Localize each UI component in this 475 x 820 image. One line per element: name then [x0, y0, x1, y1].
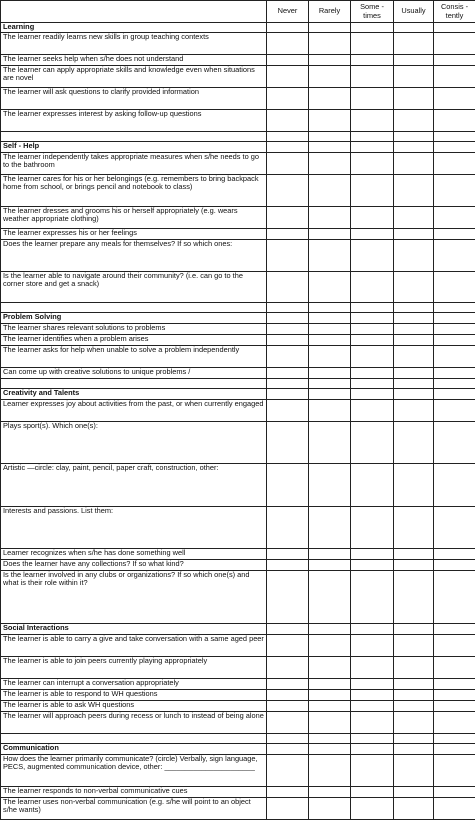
rating-cell[interactable] — [351, 110, 394, 132]
rating-cell[interactable] — [434, 549, 475, 560]
rating-cell — [351, 379, 394, 389]
header-row — [1, 1, 475, 23]
rating-cell[interactable] — [309, 272, 351, 303]
rating-cell[interactable] — [434, 368, 475, 379]
rating-cell[interactable] — [309, 657, 351, 679]
rating-cell[interactable] — [267, 701, 309, 712]
spacer-row — [1, 734, 475, 744]
question-row — [1, 229, 475, 240]
question-text: The learner is able to ask WH questions — [1, 701, 267, 712]
rating-cell — [267, 379, 309, 389]
rating-cell[interactable] — [267, 755, 309, 787]
rating-cell[interactable] — [394, 324, 434, 335]
rating-cell[interactable] — [394, 635, 434, 657]
rating-cell[interactable] — [434, 33, 475, 55]
rating-cell[interactable] — [394, 153, 434, 175]
rating-cell[interactable] — [351, 368, 394, 379]
question-row — [1, 560, 475, 571]
rating-cell — [434, 744, 475, 755]
question-row — [1, 240, 475, 272]
rating-cell[interactable] — [267, 787, 309, 798]
rating-cell[interactable] — [309, 153, 351, 175]
rating-cell — [267, 23, 309, 33]
rating-cell[interactable] — [394, 787, 434, 798]
section-row — [1, 313, 475, 324]
rating-cell[interactable] — [309, 787, 351, 798]
rating-cell[interactable] — [309, 33, 351, 55]
rating-cell — [434, 313, 475, 324]
rating-cell[interactable] — [434, 690, 475, 701]
question-text: How does the learner primarily communicate? (circle) Verbally, sign language, PECS, augmented communication device, other: ______________________ — [1, 755, 267, 787]
rating-cell[interactable] — [309, 690, 351, 701]
rating-cell[interactable] — [351, 422, 394, 464]
rating-cell — [309, 744, 351, 755]
rating-cell — [394, 132, 434, 142]
rating-cell — [309, 132, 351, 142]
question-row — [1, 400, 475, 422]
rating-cell[interactable] — [351, 571, 394, 624]
rating-cell[interactable] — [309, 635, 351, 657]
question-text: The learner uses non-verbal communication (e.g. s/he will point to an object s/he wants) — [1, 798, 267, 820]
spacer-row — [1, 132, 475, 142]
rating-cell[interactable] — [434, 346, 475, 368]
rating-cell[interactable] — [309, 549, 351, 560]
question-row — [1, 66, 475, 88]
question-text: Artistic —circle: clay, paint, pencil, paper craft, construction, other: — [1, 464, 267, 507]
rating-cell[interactable] — [394, 240, 434, 272]
rating-cell[interactable] — [267, 400, 309, 422]
rating-cell[interactable] — [434, 507, 475, 549]
rating-cell[interactable] — [434, 229, 475, 240]
rating-cell[interactable] — [434, 110, 475, 132]
question-text: The learner expresses interest by asking follow-up questions — [1, 110, 267, 132]
rating-cell[interactable] — [394, 657, 434, 679]
rating-cell — [434, 389, 475, 400]
rating-cell[interactable] — [267, 33, 309, 55]
question-text: The learner cares for his or her belongings (e.g. remembers to bring backpack home from school, or brings pencil and notebook to class) — [1, 175, 267, 207]
rating-cell — [351, 142, 394, 153]
question-text: Plays sport(s). Which one(s): — [1, 422, 267, 464]
rating-cell[interactable] — [394, 368, 434, 379]
rating-cell[interactable] — [394, 712, 434, 734]
rating-cell[interactable] — [351, 55, 394, 66]
section-row — [1, 389, 475, 400]
rating-cell[interactable] — [309, 55, 351, 66]
question-row — [1, 207, 475, 229]
question-text: The learner independently takes appropriate measures when s/he needs to go to the bathroom — [1, 153, 267, 175]
rating-cell[interactable] — [351, 335, 394, 346]
rating-cell — [434, 303, 475, 313]
rating-cell[interactable] — [394, 229, 434, 240]
question-row — [1, 324, 475, 335]
rating-cell — [309, 734, 351, 744]
question-text: The learner identifies when a problem arises — [1, 335, 267, 346]
rating-cell — [309, 379, 351, 389]
rating-cell — [434, 734, 475, 744]
rating-cell[interactable] — [394, 55, 434, 66]
column-header: Consis - tently — [434, 1, 475, 23]
rating-cell — [434, 23, 475, 33]
rating-cell[interactable] — [309, 701, 351, 712]
rating-cell[interactable] — [309, 422, 351, 464]
rating-cell[interactable] — [309, 712, 351, 734]
rating-cell[interactable] — [394, 507, 434, 549]
rating-cell[interactable] — [267, 657, 309, 679]
rating-cell[interactable] — [394, 422, 434, 464]
question-row — [1, 690, 475, 701]
rating-cell — [267, 142, 309, 153]
question-text: Does the learner have any collections? If so what kind? — [1, 560, 267, 571]
rating-cell[interactable] — [267, 798, 309, 820]
section-row — [1, 23, 475, 33]
section-title: Problem Solving — [1, 313, 267, 324]
rating-cell[interactable] — [394, 175, 434, 207]
rating-cell — [351, 132, 394, 142]
question-text: Is the learner involved in any clubs or organizations? If so which one(s) and what is their role within it? — [1, 571, 267, 624]
rating-cell[interactable] — [434, 422, 475, 464]
rating-cell — [394, 313, 434, 324]
rating-cell — [309, 389, 351, 400]
rating-cell[interactable] — [394, 33, 434, 55]
rating-cell[interactable] — [434, 657, 475, 679]
rating-cell — [434, 132, 475, 142]
question-row — [1, 798, 475, 820]
rating-cell[interactable] — [309, 175, 351, 207]
question-text: Does the learner prepare any meals for themselves? If so which ones: — [1, 240, 267, 272]
rating-cell[interactable] — [309, 464, 351, 507]
question-row — [1, 346, 475, 368]
question-text: The learner shares relevant solutions to problems — [1, 324, 267, 335]
section-row — [1, 744, 475, 755]
rating-cell[interactable] — [309, 324, 351, 335]
rating-cell[interactable] — [351, 701, 394, 712]
rating-cell[interactable] — [434, 272, 475, 303]
rating-cell[interactable] — [434, 324, 475, 335]
rating-cell[interactable] — [394, 272, 434, 303]
rating-cell[interactable] — [309, 400, 351, 422]
rating-cell[interactable] — [267, 335, 309, 346]
rating-cell[interactable] — [394, 335, 434, 346]
rating-cell — [309, 303, 351, 313]
rating-cell — [267, 132, 309, 142]
question-text: The learner is able to join peers currently playing appropriately — [1, 657, 267, 679]
rating-cell[interactable] — [351, 66, 394, 88]
rating-cell[interactable] — [434, 798, 475, 820]
rating-cell — [309, 624, 351, 635]
rating-cell[interactable] — [434, 560, 475, 571]
rating-cell[interactable] — [394, 701, 434, 712]
rating-cell[interactable] — [394, 88, 434, 110]
rating-cell — [394, 142, 434, 153]
rating-cell — [351, 313, 394, 324]
question-text — [1, 379, 267, 389]
question-row — [1, 175, 475, 207]
rating-cell[interactable] — [394, 755, 434, 787]
question-row — [1, 657, 475, 679]
column-header: Usually — [394, 1, 434, 23]
rating-cell[interactable] — [351, 755, 394, 787]
rating-cell[interactable] — [434, 755, 475, 787]
rating-cell — [394, 744, 434, 755]
rating-cell[interactable] — [394, 207, 434, 229]
rating-cell[interactable] — [434, 153, 475, 175]
rating-cell[interactable] — [351, 507, 394, 549]
rating-cell — [351, 734, 394, 744]
rating-cell[interactable] — [394, 346, 434, 368]
question-text — [1, 734, 267, 744]
question-text: Learner recognizes when s/he has done something well — [1, 549, 267, 560]
rating-cell[interactable] — [267, 229, 309, 240]
rating-cell[interactable] — [351, 33, 394, 55]
rating-cell — [434, 379, 475, 389]
rating-cell[interactable] — [267, 66, 309, 88]
column-header: Some - times — [351, 1, 394, 23]
question-row — [1, 755, 475, 787]
rating-cell[interactable] — [309, 207, 351, 229]
rating-cell — [351, 389, 394, 400]
question-row — [1, 272, 475, 303]
rating-cell — [351, 303, 394, 313]
rating-cell[interactable] — [267, 422, 309, 464]
question-row — [1, 55, 475, 66]
rating-cell[interactable] — [309, 571, 351, 624]
rating-cell[interactable] — [434, 400, 475, 422]
rating-cell[interactable] — [267, 272, 309, 303]
rating-cell[interactable] — [267, 464, 309, 507]
section-title: Communication — [1, 744, 267, 755]
spacer-row — [1, 303, 475, 313]
question-row — [1, 787, 475, 798]
rating-cell[interactable] — [394, 690, 434, 701]
rating-cell[interactable] — [309, 368, 351, 379]
rating-cell[interactable] — [267, 324, 309, 335]
question-text: The learner will ask questions to clarify provided information — [1, 88, 267, 110]
rating-cell[interactable] — [351, 464, 394, 507]
rating-cell — [267, 624, 309, 635]
rating-cell[interactable] — [351, 88, 394, 110]
rating-cell[interactable] — [351, 787, 394, 798]
section-title: Social Interactions — [1, 624, 267, 635]
rating-cell[interactable] — [267, 207, 309, 229]
rating-cell[interactable] — [351, 240, 394, 272]
rating-cell[interactable] — [434, 88, 475, 110]
question-text: The learner can apply appropriate skills and knowledge even when situations are novel — [1, 66, 267, 88]
rating-cell[interactable] — [309, 507, 351, 549]
rating-cell[interactable] — [267, 368, 309, 379]
rating-cell — [394, 303, 434, 313]
question-row — [1, 635, 475, 657]
rating-cell[interactable] — [309, 110, 351, 132]
rating-cell[interactable] — [267, 110, 309, 132]
spacer-row — [1, 379, 475, 389]
rating-cell — [267, 313, 309, 324]
rating-cell[interactable] — [309, 755, 351, 787]
rating-cell[interactable] — [351, 560, 394, 571]
rating-cell[interactable] — [267, 712, 309, 734]
rating-cell[interactable] — [351, 324, 394, 335]
question-text — [1, 132, 267, 142]
rating-cell — [394, 379, 434, 389]
question-text: Learner expresses joy about activities from the past, or when currently engaged — [1, 400, 267, 422]
rating-cell[interactable] — [267, 153, 309, 175]
rating-cell[interactable] — [267, 346, 309, 368]
rating-cell[interactable] — [434, 787, 475, 798]
question-text: Can come up with creative solutions to unique problems / — [1, 368, 267, 379]
rating-cell[interactable] — [351, 175, 394, 207]
rating-cell[interactable] — [351, 798, 394, 820]
rating-cell[interactable] — [434, 701, 475, 712]
rating-cell — [267, 744, 309, 755]
rating-cell[interactable] — [351, 272, 394, 303]
rating-cell — [309, 23, 351, 33]
rating-cell[interactable] — [351, 679, 394, 690]
rating-cell — [434, 624, 475, 635]
rating-cell[interactable] — [267, 175, 309, 207]
section-row — [1, 624, 475, 635]
question-row — [1, 368, 475, 379]
rating-cell[interactable] — [267, 549, 309, 560]
question-text: The learner readily learns new skills in group teaching contexts — [1, 33, 267, 55]
question-text: The learner can interrupt a conversation appropriately — [1, 679, 267, 690]
rating-cell — [394, 23, 434, 33]
question-row — [1, 422, 475, 464]
rating-cell[interactable] — [394, 549, 434, 560]
rating-cell[interactable] — [434, 207, 475, 229]
question-text: The learner is able to carry a give and take conversation with a same aged peer — [1, 635, 267, 657]
question-row — [1, 679, 475, 690]
column-header: Rarely — [309, 1, 351, 23]
rating-cell[interactable] — [434, 635, 475, 657]
rating-cell[interactable] — [351, 153, 394, 175]
rating-cell[interactable] — [309, 346, 351, 368]
rating-cell[interactable] — [394, 560, 434, 571]
question-text: Is the learner able to navigate around their community? (i.e. can go to the corner store and get a snack) — [1, 272, 267, 303]
question-row — [1, 335, 475, 346]
question-text — [1, 303, 267, 313]
rating-cell[interactable] — [434, 175, 475, 207]
question-text: The learner responds to non-verbal communicative cues — [1, 787, 267, 798]
rating-cell[interactable] — [351, 346, 394, 368]
question-row — [1, 571, 475, 624]
rating-cell[interactable] — [394, 571, 434, 624]
rating-cell[interactable] — [351, 549, 394, 560]
section-title: Creativity and Talents — [1, 389, 267, 400]
rating-cell[interactable] — [309, 229, 351, 240]
rating-cell[interactable] — [434, 679, 475, 690]
header-blank-cell — [1, 1, 267, 23]
rating-cell[interactable] — [351, 657, 394, 679]
rating-cell — [394, 624, 434, 635]
rating-cell[interactable] — [309, 798, 351, 820]
question-row — [1, 712, 475, 734]
section-title: Self - Help — [1, 142, 267, 153]
question-text: Interests and passions. List them: — [1, 507, 267, 549]
rating-cell[interactable] — [434, 240, 475, 272]
rating-cell[interactable] — [434, 571, 475, 624]
rating-cell — [394, 389, 434, 400]
section-title: Learning — [1, 23, 267, 33]
rating-cell[interactable] — [267, 560, 309, 571]
rating-cell[interactable] — [267, 55, 309, 66]
question-row — [1, 153, 475, 175]
question-row — [1, 549, 475, 560]
rating-cell[interactable] — [434, 464, 475, 507]
rating-cell[interactable] — [309, 66, 351, 88]
rating-cell[interactable] — [351, 207, 394, 229]
rating-cell — [309, 142, 351, 153]
rating-cell — [267, 734, 309, 744]
rating-cell[interactable] — [309, 240, 351, 272]
rating-cell[interactable] — [351, 635, 394, 657]
rating-cell[interactable] — [267, 571, 309, 624]
rating-cell[interactable] — [267, 507, 309, 549]
question-text: The learner expresses his or her feelings — [1, 229, 267, 240]
question-row — [1, 507, 475, 549]
question-row — [1, 464, 475, 507]
rating-cell — [394, 734, 434, 744]
rating-cell — [267, 389, 309, 400]
rating-cell[interactable] — [351, 400, 394, 422]
rating-cell — [434, 142, 475, 153]
rating-cell — [351, 624, 394, 635]
rating-cell[interactable] — [267, 240, 309, 272]
question-text: The learner is able to respond to WH questions — [1, 690, 267, 701]
question-text: The learner asks for help when unable to solve a problem independently — [1, 346, 267, 368]
column-header: Never — [267, 1, 309, 23]
question-text: The learner dresses and grooms his or herself appropriately (e.g. wears weather appropriate clothing) — [1, 207, 267, 229]
rating-cell[interactable] — [267, 690, 309, 701]
rating-cell[interactable] — [351, 229, 394, 240]
rating-cell[interactable] — [394, 464, 434, 507]
rating-cell — [267, 303, 309, 313]
rating-cell[interactable] — [309, 560, 351, 571]
rating-cell[interactable] — [434, 55, 475, 66]
rating-cell — [309, 313, 351, 324]
rating-cell[interactable] — [309, 88, 351, 110]
rating-cell[interactable] — [351, 690, 394, 701]
rating-cell[interactable] — [434, 335, 475, 346]
rating-cell[interactable] — [351, 712, 394, 734]
question-row — [1, 33, 475, 55]
rating-cell[interactable] — [267, 88, 309, 110]
question-row — [1, 88, 475, 110]
rating-cell[interactable] — [267, 635, 309, 657]
rating-cell[interactable] — [394, 798, 434, 820]
section-row — [1, 142, 475, 153]
question-text: The learner will approach peers during recess or lunch to instead of being alone — [1, 712, 267, 734]
rating-cell[interactable] — [434, 66, 475, 88]
rating-cell[interactable] — [267, 679, 309, 690]
question-text: The learner seeks help when s/he does not understand — [1, 55, 267, 66]
rating-cell[interactable] — [394, 110, 434, 132]
rating-cell[interactable] — [309, 679, 351, 690]
rating-cell[interactable] — [394, 679, 434, 690]
question-row — [1, 701, 475, 712]
rating-cell[interactable] — [394, 66, 434, 88]
rating-cell — [351, 23, 394, 33]
rating-cell[interactable] — [394, 400, 434, 422]
question-row — [1, 110, 475, 132]
rating-cell[interactable] — [309, 335, 351, 346]
rating-cell — [351, 744, 394, 755]
rating-cell[interactable] — [434, 712, 475, 734]
